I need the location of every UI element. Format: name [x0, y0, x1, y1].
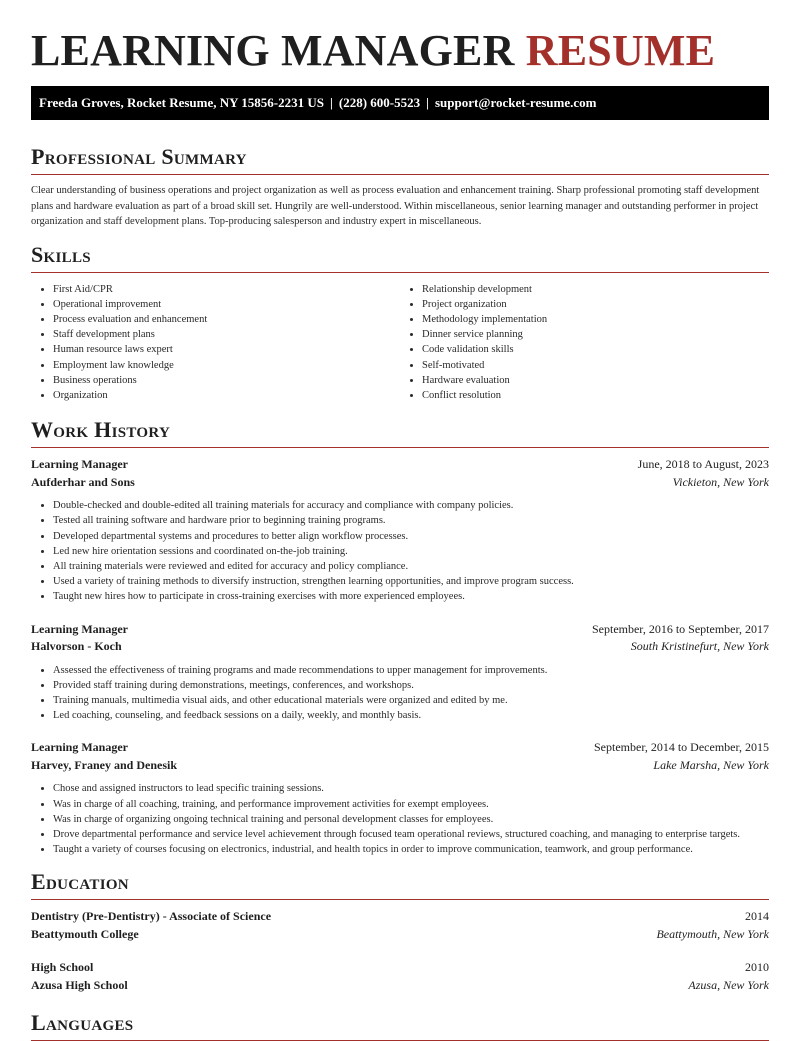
job-title: Learning Manager — [31, 740, 128, 755]
contact-separator: | — [426, 95, 429, 110]
skill-item: • Conflict resolution — [422, 388, 769, 403]
skills-section — [31, 242, 769, 404]
job-bullet: • Assessed the effectiveness of training programs and made recommendations to upper management for improvements. — [53, 663, 769, 678]
job-entry — [31, 621, 769, 724]
contact-phone: (228) 600-5523 — [338, 95, 421, 110]
job-bullet: • Led coaching, counseling, and feedback sessions on a daily, weekly, and monthly basis. — [53, 708, 769, 723]
job-bullet: • Training manuals, multimedia visual aids, and other educational materials were organized and edited by me. — [53, 693, 769, 708]
work-heading: Work History — [31, 417, 769, 448]
skill-item: • Methodology implementation — [422, 312, 769, 327]
skills-columns — [31, 282, 769, 404]
education-section — [31, 869, 769, 994]
summary-text: Clear understanding of business operations and project organization as well as process evaluation and enhancement training. Sharp professional promoting staff development plans and hardware evaluation as part of a broad skill set. Hungrily are well-understood. Within miscellaneous, senior learning manager and outstanding performer in project organization and staff development plans. Top-producing salesperson and industry expert in miscellaneous. — [31, 185, 760, 227]
job-location: Vickieton, New York — [672, 474, 769, 489]
job-dates: September, 2016 to September, 2017 — [591, 621, 769, 636]
job-header-row — [31, 456, 769, 474]
job-header-row — [31, 621, 769, 639]
contact-address: Freeda Groves, Rocket Resume, NY 15856-2231 US — [39, 95, 324, 110]
skill-item: • Relationship development — [422, 282, 769, 297]
education-header-row — [31, 908, 769, 926]
skill-item: • Hardware evaluation — [422, 373, 769, 388]
job-bullet: • Used a variety of training methods to diversify instruction, strengthen learning opportunities, and improve program success. — [53, 574, 769, 589]
languages-heading: Languages — [31, 1010, 769, 1041]
job-header-row — [31, 739, 769, 757]
skills-heading: Skills — [31, 242, 769, 273]
education-heading: Education — [31, 869, 769, 900]
work-section — [31, 417, 769, 857]
job-bullet: • Was in charge of organizing ongoing technical training and personal development classes for employees. — [53, 812, 769, 827]
skills-list-right — [400, 282, 769, 404]
job-bullets — [31, 498, 769, 604]
job-title: Learning Manager — [31, 457, 128, 472]
skill-item: • First Aid/CPR — [53, 282, 400, 297]
job-bullet: • Provided staff training during demonstrations, meetings, conferences, and workshops. — [53, 678, 769, 693]
job-company: Aufderhar and Sons — [31, 474, 135, 489]
summary-heading: Professional Summary — [31, 144, 769, 175]
summary-section — [31, 144, 769, 230]
job-bullets — [31, 663, 769, 724]
job-dates: June, 2018 to August, 2023 — [637, 457, 769, 472]
skill-item: • Self-motivated — [422, 358, 769, 373]
job-company-row — [31, 757, 769, 775]
job-bullet: • Double-checked and double-edited all training materials for accuracy and compliance with company policies. — [53, 498, 769, 513]
job-company-row — [31, 474, 769, 492]
education-year: 2010 — [745, 960, 769, 975]
job-location: South Kristinefurt, New York — [630, 639, 769, 654]
job-bullet: • Led new hire orientation sessions and coordinated on-the-job training. — [53, 544, 769, 559]
education-entry — [31, 959, 769, 994]
skill-item: • Staff development plans — [53, 327, 400, 342]
job-bullet: • Was in charge of all coaching, training, and performance improvement activities for exempt employees. — [53, 797, 769, 812]
education-entry — [31, 908, 769, 943]
education-header-row — [31, 959, 769, 977]
job-title: Learning Manager — [31, 621, 128, 636]
education-degree: Dentistry (Pre-Dentistry) - Associate of Science — [31, 909, 272, 924]
skill-item: • Process evaluation and enhancement — [53, 312, 400, 327]
job-bullet: • Developed departmental systems and procedures to better align workflow processes. — [53, 529, 769, 544]
job-bullet: • Taught a variety of courses focusing on electronics, industrial, and health topics in order to improve communication, teamwork, and group performance. — [53, 842, 769, 857]
contact-email: support@rocket-resume.com — [435, 95, 597, 110]
education-location: Azusa, New York — [688, 977, 769, 992]
skill-item: • Project organization — [422, 297, 769, 312]
job-bullet: • Tested all training software and hardware prior to beginning training programs. — [53, 513, 769, 528]
job-dates: September, 2014 to December, 2015 — [594, 740, 769, 755]
title-main: LEARNING MANAGER — [31, 26, 515, 75]
skills-list-left — [31, 282, 400, 404]
skill-item: • Operational improvement — [53, 297, 400, 312]
education-school-row — [31, 977, 769, 995]
education-school: Azusa High School — [31, 977, 128, 992]
education-year: 2014 — [745, 909, 769, 924]
education-school-row — [31, 926, 769, 944]
job-bullet: • All training materials were reviewed and edited for accuracy and policy compliance. — [53, 559, 769, 574]
job-company: Harvey, Franey and Denesik — [31, 757, 177, 772]
job-bullet: • Taught new hires how to participate in cross-training exercises with more experienced employees. — [53, 589, 769, 604]
job-bullets — [31, 781, 769, 857]
skill-item: • Organization — [53, 388, 400, 403]
job-bullet: • Chose and assigned instructors to lead specific training sessions. — [53, 781, 769, 796]
job-company: Halvorson - Koch — [31, 639, 122, 654]
resume-title — [31, 0, 769, 80]
education-school: Beattymouth College — [31, 926, 139, 941]
job-entry — [31, 739, 769, 857]
education-degree: High School — [31, 960, 94, 975]
contact-bar — [31, 86, 769, 120]
skill-item: • Code validation skills — [422, 342, 769, 357]
skill-item: • Employment law knowledge — [53, 358, 400, 373]
contact-separator: | — [330, 95, 333, 110]
skill-item: • Human resource laws expert — [53, 342, 400, 357]
title-accent: RESUME — [525, 26, 716, 75]
skill-item: • Business operations — [53, 373, 400, 388]
job-bullet: • Drove departmental performance and service level achievement through focused team operational reviews, structured coaching, and managing to enterprise targets. — [53, 827, 769, 842]
skill-item: • Dinner service planning — [422, 327, 769, 342]
job-entry — [31, 456, 769, 604]
job-company-row — [31, 638, 769, 656]
education-location: Beattymouth, New York — [656, 926, 769, 941]
job-location: Lake Marsha, New York — [653, 757, 769, 772]
